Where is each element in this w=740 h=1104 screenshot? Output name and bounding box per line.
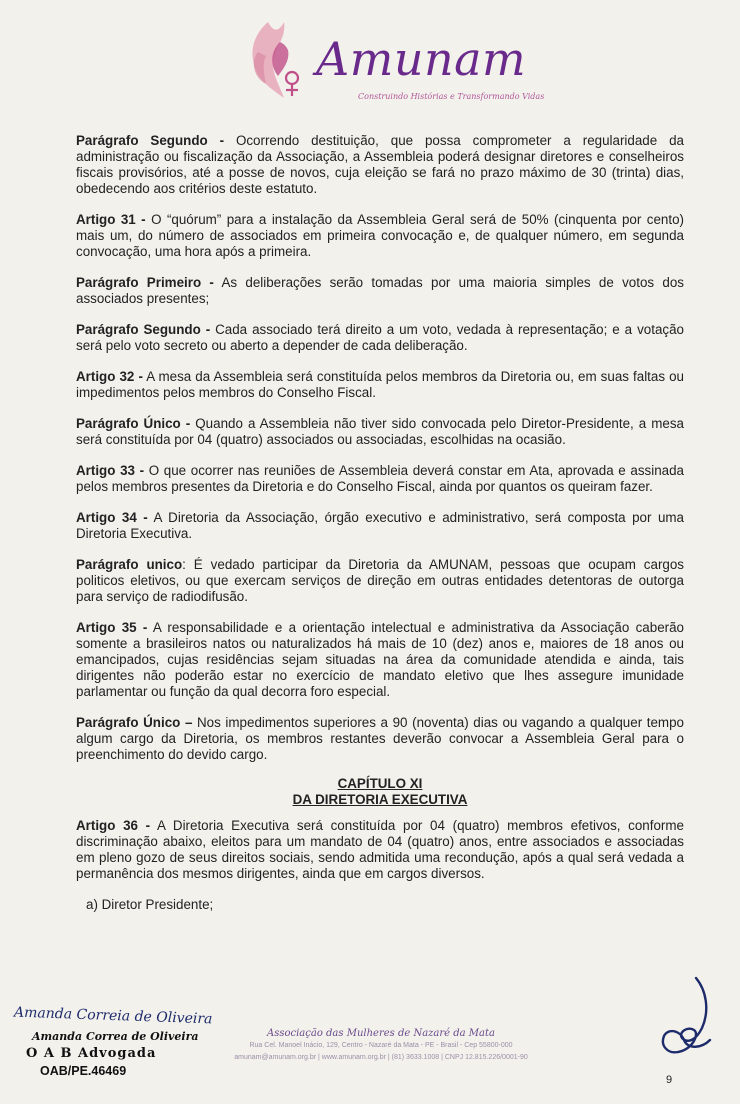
clause-title: Parágrafo Único – bbox=[76, 715, 193, 730]
clause-text: A responsabilidade e a orientação intelectual e administrativa da Associação caberão somente a brasileiros natos ou naturalizados há mais de 10 (dez) anos e, maiores de 18 anos ou emancipados, cujas residências sejam situadas na área da comunidade atendida e ainda, tais dirigentes não poderão estar no exercício de mandato eletivo que lhes assegure imunidade parlamentar ou função da qual decorra foro especial. bbox=[76, 620, 684, 699]
stamp-oab: OAB/PE.46469 bbox=[40, 1064, 127, 1078]
clause-title: Parágrafo Único - bbox=[76, 416, 191, 431]
clause-text: As deliberações serão tomadas por uma maioria simples de votos dos associados presentes; bbox=[76, 275, 684, 306]
letterhead bbox=[240, 8, 545, 118]
footer-contact: amunam@amunam.org.br | www.amunam.org.br | (81) 3633.1008 | CNPJ 12.815.226/0001-90 bbox=[234, 1054, 528, 1061]
clause-text: Nos impedimentos superiores a 90 (noventa) dias ou vagando a qualquer tempo algum cargo da Diretoria, os membros restantes deverão convocar a Assembleia Geral para o preenchimento do devido cargo. bbox=[76, 715, 684, 762]
clause-title: Parágrafo Segundo - bbox=[76, 133, 225, 148]
clause-title: Artigo 36 - bbox=[76, 818, 151, 833]
letterhead-footer bbox=[166, 1028, 596, 1063]
document-body bbox=[76, 133, 684, 913]
paragraph bbox=[76, 133, 684, 197]
paragraph bbox=[76, 463, 684, 495]
handwritten-signature: Amanda Correia de Oliveira bbox=[13, 1004, 213, 1028]
clause-title: Artigo 35 - bbox=[76, 620, 148, 635]
footer-address: Rua Cel. Manoel Inácio, 129, Centro - Nazaré da Mata - PE - Brasil - Cep 55800-000 bbox=[249, 1042, 513, 1049]
clause-title: Artigo 33 - bbox=[76, 463, 145, 478]
amunam-logo-icon bbox=[240, 12, 320, 102]
initials-signature-icon bbox=[648, 970, 728, 1070]
list-item: a) Diretor Presidente; bbox=[86, 897, 214, 912]
paragraph bbox=[76, 818, 684, 882]
clause-title: Parágrafo Primeiro - bbox=[76, 275, 214, 290]
clause-title: Artigo 32 - bbox=[76, 369, 143, 384]
clause-title: Parágrafo Segundo - bbox=[76, 322, 211, 337]
chapter-title: DA DIRETORIA EXECUTIVA bbox=[292, 792, 468, 807]
clause-text: Cada associado terá direito a um voto, vedada à representação; e a votação será pelo voto secreto ou aberto a depender de cada deliberação. bbox=[76, 322, 684, 353]
stamp-name: Amanda Correa de Oliveira bbox=[32, 1030, 199, 1043]
paragraph bbox=[76, 212, 684, 260]
page-number: 9 bbox=[666, 1074, 673, 1086]
paragraph bbox=[76, 510, 684, 542]
clause-title: Parágrafo unico bbox=[76, 557, 183, 572]
paragraph bbox=[76, 416, 684, 448]
clause-text: O “quórum” para a instalação da Assembleia Geral será de 50% (cinquenta por cento) mais um, do número de associados em primeira convocação e, de qualquer número, em segunda convocação, uma hora após a primeira. bbox=[76, 212, 684, 259]
paragraph bbox=[76, 620, 684, 700]
clause-text: Quando a Assembleia não tiver sido convocada pelo Diretor-Presidente, a mesa será constituída por 04 (quatro) associados ou associadas, escolhidas na ocasião. bbox=[76, 416, 684, 447]
clause-text: A Diretoria da Associação, órgão executivo e administrativo, será composta por uma Diretoria Executiva. bbox=[76, 510, 684, 541]
footer-org-name: Associação das Mulheres de Nazaré da Mata bbox=[267, 1028, 495, 1039]
paragraph bbox=[76, 322, 684, 354]
clause-title: Artigo 31 - bbox=[76, 212, 146, 227]
clause-text: A Diretoria Executiva será constituída por 04 (quatro) membros efetivos, conforme discriminação abaixo, eleitos para um mandato de 04 (quatro) anos, entre associados e associadas em pleno gozo de seus direitos sociais, sendo admitida uma recondução, após a qual será vedada a permanência dos mesmos dirigentes, ainda que em cargos diversos. bbox=[76, 818, 684, 881]
paragraph bbox=[76, 275, 684, 307]
clause-text: A mesa da Assembleia será constituída pelos membros da Diretoria ou, em suas faltas ou impedimentos pelos membros do Conselho Fiscal. bbox=[76, 369, 684, 400]
paragraph bbox=[76, 557, 684, 605]
clause-title: Artigo 34 - bbox=[76, 510, 148, 525]
chapter-heading bbox=[76, 776, 684, 808]
clause-text: : É vedado participar da Diretoria da AMUNAM, pessoas que ocupam cargos politicos eletivos, ou que exercam serviços de direção em outras entidades detentoras de outorga para serviço de radiodifusão. bbox=[76, 557, 684, 604]
paragraph bbox=[76, 369, 684, 401]
chapter-number: CAPÍTULO XI bbox=[337, 776, 423, 791]
paragraph bbox=[76, 715, 684, 763]
clause-text: O que ocorrer nas reuniões de Assembleia deverá constar em Ata, aprovada e assinada pelos membros presentes da Diretoria e do Conselho Fiscal, ainda por quantos os queiram fazer. bbox=[76, 463, 684, 494]
clause-text: Ocorrendo destituição, que possa comprometer a regularidade da administração ou fiscalização da Associação, a Assembleia poderá designar diretores e conselheiros fiscais provisórios, até a posse de novos, cuja eleição se fará no prazo máximo de 30 (trinta) dias, obedecendo aos critérios deste estatuto. bbox=[76, 133, 684, 196]
brand-tagline: Construindo Histórias e Transformando Vidas bbox=[358, 92, 545, 101]
stamp-role: O A B Advogada bbox=[26, 1046, 157, 1061]
brand-name: Amunam bbox=[316, 32, 527, 86]
